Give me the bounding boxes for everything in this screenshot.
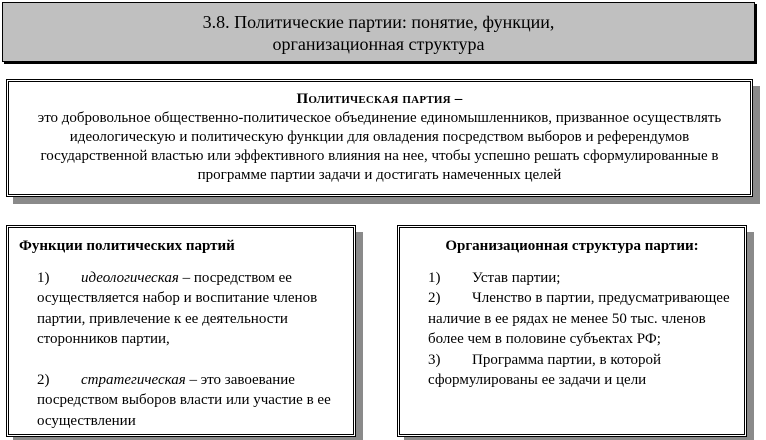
functions-panel xyxy=(6,225,356,437)
structure-text: Членство в партии, предусматривающее наличие в ее рядах не менее 50 тыс. членов более чем в половине субъектах РФ; xyxy=(428,290,730,347)
function-term: идеологическая xyxy=(81,269,179,286)
structure-text: Программа партии, в которой сформулированы ее задачи и цели xyxy=(428,351,662,388)
section-title-line-1: 3.8. Политические партии: понятие, функции, xyxy=(202,12,555,32)
structure-item: 1) Устав партии; xyxy=(428,269,561,286)
function-text: – посредством ее осуществляется набор и воспитание членов партии, привлечение к ее деятельности сторонников партии, xyxy=(37,269,318,347)
structure-item: 3) Программа партии, в которой сформулированы ее задачи и цели xyxy=(428,351,662,388)
function-term: стратегическая xyxy=(81,371,186,388)
structure-title: Организационная структура партии: xyxy=(445,238,699,254)
function-text: – это завоевание посредством выборов власти или участие в ее осуществлении xyxy=(37,371,331,429)
structure-text: Устав партии; xyxy=(472,269,561,286)
functions-item: 1) идеологическая – посредством ее осуществляется набор и воспитание членов партии, привлечение к ее деятельности сторонников партии, xyxy=(37,269,318,347)
section-title xyxy=(2,2,755,62)
functions-title: Функции политических партий xyxy=(19,238,235,254)
definition-box xyxy=(6,79,753,197)
structure-panel xyxy=(397,225,747,437)
functions-item: 2) стратегическая – это завоевание посредством выборов власти или участие в ее осуществлении xyxy=(37,371,331,429)
section-title-line-2: организационная структура xyxy=(272,34,485,54)
structure-item: 2) Членство в партии, предусматривающее наличие в ее рядах не менее 50 тыс. членов более чем в половине субъектах РФ; xyxy=(428,290,730,347)
definition-text: это добровольное общественно-политическое объединение единомышленников, призванное осуществлять идеологическую и политическую функции для овладения посредством выборов и референдумов государственной властью или эффективного влияния на нее, чтобы успешно решать сформулированные в программе партии задачи и достигать намеченных целей xyxy=(37,110,722,183)
definition-heading: Политическая партия – xyxy=(296,91,463,107)
